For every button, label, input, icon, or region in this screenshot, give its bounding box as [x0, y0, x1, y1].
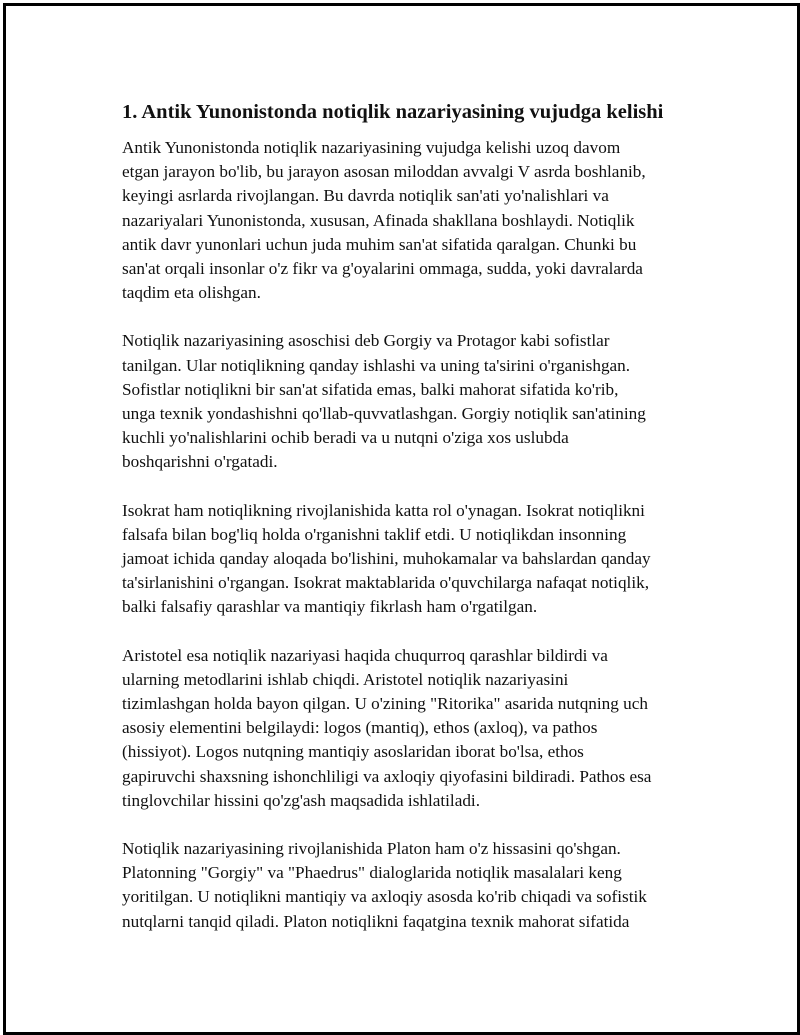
text-line: Notiqlik nazariyasining asoschisi deb Gorgiy va Protagor kabi sofistlar: [122, 331, 610, 351]
text-line: nazariyalari Yunonistonda, xususan, Afinada shakllana boshlaydi. Notiqlik: [122, 210, 635, 230]
text-line: unga texnik yondashishni qo'llab-quvvatlashgan. Gorgiy notiqlik san'atining: [122, 404, 646, 424]
paragraph: [122, 837, 722, 934]
paragraph: [122, 499, 722, 620]
text-line: Antik Yunonistonda notiqlik nazariyasining vujudga kelishi uzoq davom: [122, 138, 621, 157]
paragraph: [122, 644, 722, 813]
text-line: Notiqlik nazariyasining rivojlanishida Platon ham o'z hissasini qo'shgan.: [122, 839, 621, 859]
text-line: falsafa bilan bog'liq holda o'rganishni taklif etdi. U notiqlikdan insonning: [122, 524, 627, 544]
paragraph-list: [122, 136, 722, 934]
text-line: gapiruvchi shaxsning ishonchliligi va axloqiy qiyofasini bildiradi. Pathos esa: [122, 766, 652, 786]
text-line: tanilgan. Ular notiqlikning qanday ishlashi va uning ta'sirini o'rganishgan.: [122, 355, 631, 375]
text-line: jamoat ichida qanday aloqada bo'lishini, muhokamalar va bahslardan qanday: [122, 549, 651, 569]
text-line: ularning metodlarini ishlab chiqdi. Aristotel notiqlik nazariyasini: [122, 669, 569, 689]
text-line: san'at orqali insonlar o'z fikr va g'oyalarini ommaga, sudda, yoki davralarda: [122, 259, 643, 279]
document-body: [122, 98, 722, 958]
text-line: Isokrat ham notiqlikning rivojlanishida katta rol o'ynagan. Isokrat notiqlikni: [122, 500, 645, 520]
text-line: keyingi asrlarda rivojlangan. Bu davrda notiqlik san'ati yo'nalishlari va: [122, 186, 609, 206]
text-line: tizimlashgan holda bayon qilgan. U o'zining "Ritorika" asarida nutqning uch: [122, 694, 648, 714]
text-line: tinglovchilar hissini qo'zg'ash maqsadida ishlatiladi.: [122, 790, 481, 810]
text-line: yoritilgan. U notiqlikni mantiqiy va axloqiy asosda ko'rib chiqadi va sofistik: [122, 887, 647, 907]
text-line: asosiy elementini belgilaydi: logos (mantiq), ethos (axloq), va pathos: [122, 718, 598, 738]
text-line: Sofistlar notiqlikni bir san'at sifatida emas, balki mahorat sifatida ko'rib,: [122, 379, 619, 399]
text-line: balki falsafiy qarashlar va mantiqiy fikrlash ham o'rgatilgan.: [122, 597, 538, 617]
text-line: taqdim eta olishgan.: [122, 283, 261, 303]
document-title: 1. Antik Yunonistonda notiqlik nazariyasining vujudga kelishi: [122, 101, 664, 123]
text-line: kuchli yo'nalishlarini ochib beradi va u nutqni o'ziga xos uslubda: [122, 428, 569, 448]
text-line: antik davr yunonlari uchun juda muhim san'at sifatida qaralgan. Chunki bu: [122, 234, 637, 254]
text-line: Aristotel esa notiqlik nazariyasi haqida chuqurroq qarashlar bildirdi va: [122, 645, 608, 665]
text-line: (hissiyot). Logos nutqning mantiqiy asoslaridan iborat bo'lsa, ethos: [122, 742, 584, 762]
text-line: Platonning "Gorgiy" va "Phaedrus" dialoglarida notiqlik masalalari keng: [122, 863, 622, 883]
text-line: etgan jarayon bo'lib, bu jarayon asosan miloddan avvalgi V asrda boshlanib,: [122, 162, 646, 182]
text-line: boshqarishni o'rgatadi.: [122, 452, 278, 472]
text-line: nutqlarni tanqid qiladi. Platon notiqlikni faqatgina texnik mahorat sifatida: [122, 911, 630, 931]
text-line: ta'sirlanishini o'rgangan. Isokrat maktablarida o'quvchilarga nafaqat notiqlik,: [122, 573, 649, 593]
paragraph: [122, 136, 722, 305]
page-frame: [3, 3, 800, 1035]
paragraph: [122, 329, 722, 474]
